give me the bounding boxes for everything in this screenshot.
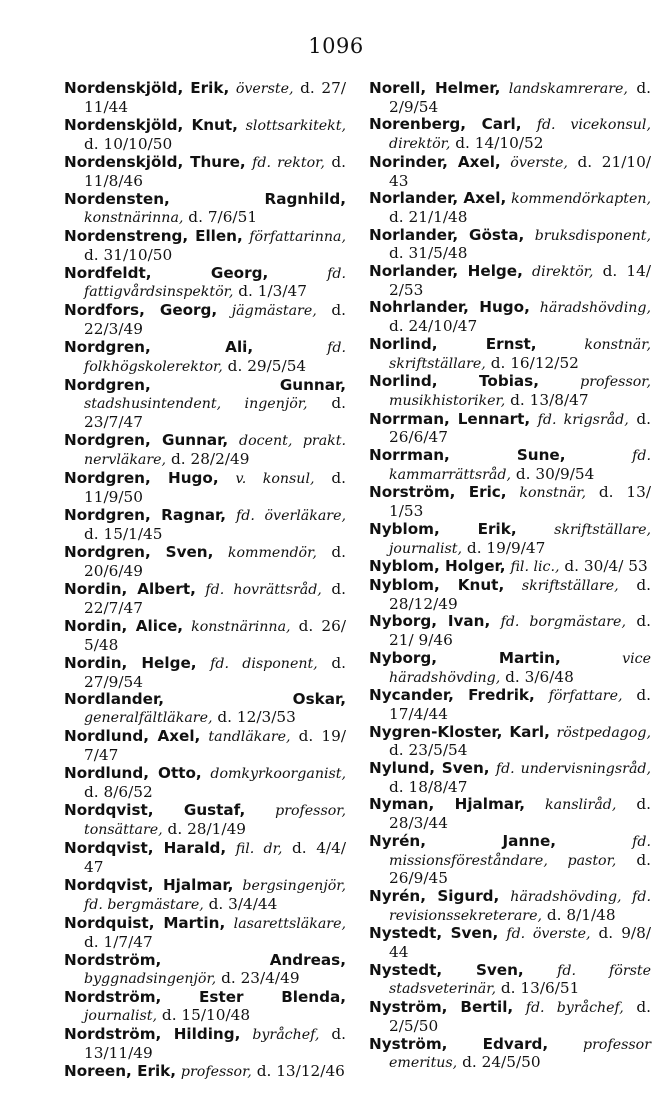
entry-name: Nordfeldt, Georg,: [64, 263, 269, 282]
entry-date: d. 24/5/50: [462, 1053, 541, 1072]
index-entry: [369, 724, 651, 760]
index-entry: [369, 263, 651, 299]
entry-date: d. 23/7/47: [84, 394, 346, 432]
index-entry: [64, 377, 346, 432]
entry-title: kansliråd,: [545, 797, 617, 814]
entry-name: Nohrlander, Hugo,: [369, 298, 530, 317]
entry-title: fil. lic.,: [510, 559, 560, 576]
entry-date: d. 9/8/ 44: [389, 924, 651, 962]
entry-title: fd. fattigvårdsinspektör,: [84, 265, 346, 301]
index-entry: [369, 227, 651, 263]
entry-name: Nyborg, Martin,: [369, 648, 561, 667]
index-entry: [64, 952, 346, 989]
entry-name: Norlind, Tobias,: [369, 372, 539, 391]
entry-name: Nordfors, Georg,: [64, 301, 218, 320]
entry-date: d. 1/3/47: [238, 282, 307, 301]
entry-name: Nordenskjöld, Knut,: [64, 115, 238, 134]
entry-title: fd. hovrättsråd,: [205, 581, 322, 598]
entry-title: skriftställare, journalist,: [389, 521, 651, 557]
entry-name: Nordensten, Ragnhild,: [64, 189, 346, 208]
entry-title: fd. byråchef,: [525, 1000, 624, 1017]
entry-date: d. 7/6/51: [188, 207, 258, 226]
entry-name: Nycander, Fredrik,: [369, 686, 535, 705]
entry-title: konstnärinna,: [84, 209, 184, 226]
entry-date: d. 21/ 9/46: [389, 612, 651, 650]
index-entry: [64, 840, 346, 877]
index-entry: [64, 581, 346, 618]
entry-date: d. 29/5/54: [227, 357, 307, 376]
entry-name: Nordgren, Sven,: [64, 542, 214, 561]
entry-name: Norlind, Ernst,: [369, 334, 537, 353]
index-entry: [369, 577, 651, 613]
index-entry: [369, 833, 651, 888]
entry-title: fd. kammarrättsråd,: [389, 448, 651, 483]
entry-title: fd. överste,: [506, 926, 591, 943]
index-entry: [369, 80, 651, 116]
entry-date: d. 11/9/50: [84, 469, 346, 506]
entry-title: v. konsul,: [235, 471, 315, 488]
entry-title: fd. vicekonsul, direktör,: [389, 117, 651, 153]
entry-title: fd. förste stadsveterinär,: [389, 962, 651, 998]
index-entry: [64, 80, 346, 117]
index-entry: [64, 728, 346, 765]
entry-name: Nordenskjöld, Erik,: [64, 79, 230, 97]
index-entry: [369, 373, 651, 410]
entry-name: Nyblom, Erik,: [369, 519, 517, 538]
entry-name: Norinder, Axel,: [369, 152, 501, 171]
entry-title: fil. dr,: [235, 841, 283, 858]
entry-name: Nordgren, Ali,: [64, 338, 254, 357]
entry-date: d. 26/6/47: [389, 409, 651, 447]
entry-date: d. 26/9/45: [389, 850, 651, 888]
entry-date: d. 13/11/49: [84, 1024, 346, 1062]
entry-title: professor emeritus,: [389, 1036, 651, 1072]
entry-name: Nordgren, Hugo,: [64, 469, 219, 488]
entry-date: d. 31/10/50: [84, 245, 173, 264]
entry-title: konstnär, skriftställare,: [389, 336, 651, 372]
index-entry: [64, 915, 346, 952]
entry-name: Nordin, Albert,: [64, 579, 196, 598]
entry-title: kommendörkapten,: [511, 191, 651, 208]
entry-title: generalfältläkare,: [84, 710, 213, 727]
entry-name: Nordquist, Martin,: [64, 913, 226, 932]
entry-name: Nyrén, Sigurd,: [369, 886, 500, 905]
index-entry: [64, 302, 346, 339]
entry-date: d. 28/2/49: [170, 450, 250, 469]
entry-name: Nystedt, Sven,: [369, 924, 499, 943]
entry-title: fd. disponent,: [210, 655, 318, 672]
entry-date: d. 11/8/46: [84, 152, 346, 190]
entry-date: d. 28/3/44: [389, 795, 651, 833]
entry-date: d. 3/6/48: [505, 667, 574, 686]
entry-date: d. 19/ 7/47: [84, 727, 346, 765]
entry-date: d. 21/1/48: [389, 207, 468, 226]
entry-name: Nordgren, Gunnar,: [64, 376, 346, 395]
entry-name: Norlander, Helge,: [369, 262, 523, 281]
entry-date: d. 30/4/ 53: [564, 557, 648, 576]
entry-date: d. 3/4/44: [208, 894, 278, 913]
entry-name: Norlander, Axel,: [369, 189, 507, 208]
index-entry: [64, 507, 346, 544]
index-entry: [369, 760, 651, 796]
index-entry: [369, 613, 651, 649]
entry-title: överste,: [235, 81, 294, 97]
entry-title: skriftställare,: [521, 577, 619, 594]
index-entry: [64, 544, 346, 581]
entry-name: Norenberg, Carl,: [369, 115, 522, 134]
entry-date: d. 8/6/52: [84, 783, 153, 802]
entry-name: Norlander, Gösta,: [369, 225, 525, 244]
entry-title: landskamrerare,: [508, 81, 628, 97]
entry-date: d. 28/1/49: [167, 820, 247, 839]
entry-title: överste,: [510, 154, 568, 171]
entry-date: d. 14/10/52: [455, 134, 544, 153]
index-entry: [369, 447, 651, 484]
entry-title: direktör,: [532, 264, 594, 281]
entry-title: konstnärinna,: [191, 618, 291, 635]
entry-name: Nordin, Alice,: [64, 616, 184, 635]
entry-name: Norström, Eric,: [369, 483, 507, 502]
entry-date: d. 27/ 11/44: [84, 79, 346, 116]
entry-date: d. 15/10/48: [161, 1005, 251, 1024]
index-entry: [64, 228, 346, 265]
entry-title: röstpedagog,: [556, 724, 651, 741]
entry-title: domkyrkoorganist,: [210, 766, 346, 783]
index-entry: [369, 796, 651, 832]
page-number: 1096: [308, 34, 364, 58]
entry-title: häradshövding, fd. revisionssekreterare,: [389, 888, 651, 924]
left-column: [64, 80, 346, 1081]
index-entry: [369, 925, 651, 961]
entry-date: d. 13/8/47: [510, 390, 589, 409]
entry-title: lasarettsläkare,: [233, 915, 346, 932]
entry-date: d. 15/1/45: [84, 524, 163, 543]
right-column: [369, 80, 651, 1073]
entry-name: Nordqvist, Gustaf,: [64, 801, 246, 820]
entry-name: Nordgren, Gunnar,: [64, 431, 229, 450]
index-entry: [369, 962, 651, 999]
entry-name: Nygren-Kloster, Karl,: [369, 722, 550, 741]
entry-title: vice häradshövding,: [389, 650, 651, 686]
entry-title: journalist,: [84, 1007, 158, 1024]
entry-date: d. 13/ 1/53: [389, 483, 651, 521]
index-entry: [369, 411, 651, 447]
index-entry: [369, 1036, 651, 1073]
entry-date: d. 31/5/48: [389, 244, 468, 263]
entry-name: Nordgren, Ragnar,: [64, 505, 227, 524]
index-entry: [369, 336, 651, 373]
entry-date: d. 23/4/49: [221, 968, 300, 987]
entry-title: fd. rektor,: [252, 154, 325, 171]
entry-name: Nyman, Hjalmar,: [369, 795, 526, 814]
entry-title: konstnär,: [519, 485, 587, 502]
entry-title: professor, musikhistoriker,: [389, 374, 651, 409]
entry-date: d. 16/12/52: [490, 353, 579, 372]
entry-title: bruksdisponent,: [534, 227, 651, 244]
entry-date: d. 22/3/49: [84, 301, 346, 339]
index-entry: [64, 655, 346, 692]
entry-name: Nyrén, Janne,: [369, 831, 557, 850]
entry-name: Norell, Helmer,: [369, 79, 501, 97]
entry-title: stadshusintendent, ingenjör,: [84, 396, 308, 413]
index-entry: [64, 691, 346, 728]
index-entry: [64, 265, 346, 303]
index-entry: [369, 650, 651, 687]
entry-date: d. 4/4/ 47: [84, 839, 346, 877]
entry-title: tandläkare,: [208, 729, 291, 746]
index-entry: [64, 618, 346, 655]
entry-title: bergsingenjör, fd. bergmästare,: [84, 877, 346, 913]
entry-title: fd. folkhögskolerektor,: [84, 340, 346, 376]
index-entry: [64, 432, 346, 470]
entry-date: d. 2/9/54: [389, 79, 651, 116]
entry-date: d. 18/8/47: [389, 777, 468, 796]
entry-title: häradshövding,: [539, 300, 651, 317]
entry-date: d. 28/12/49: [389, 575, 651, 613]
entry-name: Nyblom, Knut,: [369, 575, 505, 594]
index-entry: [369, 888, 651, 925]
entry-title: fd. undervisningsråd,: [495, 761, 651, 778]
entry-date: d. 8/1/48: [546, 905, 616, 924]
entry-date: d. 10/10/50: [84, 134, 173, 153]
entry-name: Nyborg, Ivan,: [369, 612, 491, 631]
entry-date: d. 27/9/54: [84, 653, 346, 691]
entry-title: fd. överläkare,: [236, 507, 346, 524]
index-entry: [64, 470, 346, 507]
entry-title: jägmästare,: [231, 303, 317, 320]
entry-name: Nordlander, Oskar,: [64, 690, 346, 709]
entry-date: d. 30/9/54: [515, 464, 595, 483]
entry-name: Nystedt, Sven,: [369, 960, 524, 979]
index-entry: [64, 765, 346, 802]
entry-date: d. 22/7/47: [84, 579, 346, 617]
index-entry: [369, 154, 651, 190]
entry-date: d. 12/3/53: [217, 708, 296, 727]
entry-name: Nylund, Sven,: [369, 759, 490, 778]
entry-name: Nordström, Hilding,: [64, 1024, 241, 1043]
entry-date: d. 13/12/46: [256, 1061, 345, 1080]
entry-title: författare,: [548, 688, 623, 705]
entry-date: d. 17/4/44: [389, 686, 651, 723]
entry-date: d. 2/5/50: [389, 998, 651, 1035]
entry-title: slottsarkitekt,: [245, 117, 346, 134]
index-entry: [64, 1063, 346, 1082]
entry-date: d. 1/7/47: [84, 932, 153, 951]
entry-date: d. 23/5/54: [389, 741, 468, 760]
index-entry: [369, 484, 651, 520]
entry-name: Nordenstreng, Ellen,: [64, 226, 243, 245]
entry-title: professor, tonsättare,: [84, 803, 346, 839]
entry-name: Noreen, Erik,: [64, 1061, 177, 1080]
entry-title: kommendör,: [227, 544, 317, 561]
entry-date: d. 24/10/47: [389, 317, 478, 336]
index-entry: [369, 299, 651, 335]
index-entry: [64, 989, 346, 1026]
index-entry: [369, 521, 651, 558]
index-entry: [64, 802, 346, 840]
index-entry: [369, 116, 651, 153]
entry-name: Nordqvist, Hjalmar,: [64, 875, 234, 894]
entry-name: Nyström, Edvard,: [369, 1034, 549, 1053]
entry-title: docent, prakt. nervläkare,: [84, 433, 346, 469]
entry-name: Nordlund, Otto,: [64, 764, 202, 783]
entry-title: författarinna,: [249, 228, 346, 245]
entry-name: Norrman, Sune,: [369, 446, 566, 465]
entry-name: Nordqvist, Harald,: [64, 839, 227, 858]
entry-date: d. 19/9/47: [466, 538, 546, 557]
index-entry: [64, 117, 346, 154]
entry-title: fd. borgmästare,: [500, 614, 626, 631]
index-entry: [64, 1026, 346, 1063]
index-entry: [64, 191, 346, 228]
entry-name: Nordin, Helge,: [64, 653, 197, 672]
entry-date: d. 20/6/49: [84, 542, 346, 580]
index-entry: [369, 687, 651, 723]
entry-name: Nyström, Bertil,: [369, 998, 514, 1017]
index-entry: [64, 339, 346, 377]
entry-date: d. 26/ 5/48: [84, 616, 346, 654]
entry-title: fd. krigsråd,: [537, 411, 629, 428]
index-entry: [64, 877, 346, 915]
entry-title: professor,: [180, 1063, 252, 1080]
entry-date: d. 13/6/51: [500, 979, 580, 998]
index-entry: [369, 558, 651, 577]
entry-title: byråchef,: [252, 1026, 320, 1043]
entry-date: d. 21/10/ 43: [389, 152, 651, 190]
index-entry: [369, 190, 651, 226]
index-entry: [369, 999, 651, 1035]
entry-title: fd. missionsföreståndare, pastor,: [389, 833, 651, 869]
entry-name: Nordlund, Axel,: [64, 727, 201, 746]
entry-date: d. 14/ 2/53: [389, 262, 651, 299]
entry-name: Norrman, Lennart,: [369, 409, 531, 428]
entry-title: byggnadsingenjör,: [84, 970, 217, 987]
entry-name: Nordström, Andreas,: [64, 950, 346, 969]
entry-name: Nordenskjöld, Thure,: [64, 152, 246, 171]
entry-name: Nyblom, Holger,: [369, 557, 506, 576]
index-entry: [64, 154, 346, 191]
entry-name: Nordström, Ester Blenda,: [64, 987, 346, 1006]
